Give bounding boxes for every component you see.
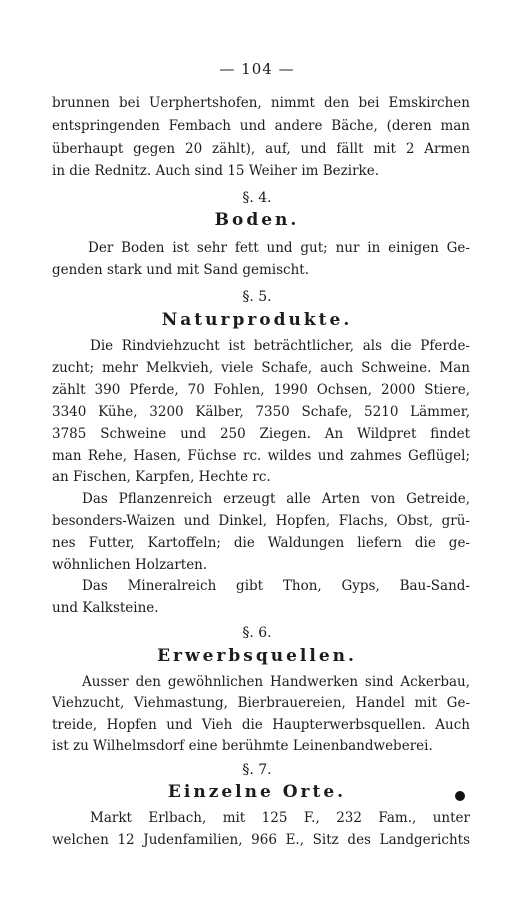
section-heading: Boden. bbox=[214, 210, 300, 230]
text-line: Der Boden ist sehr fett und gut; nur in einigen Ge- bbox=[88, 240, 470, 256]
text-line: genden stark und mit Sand gemischt. bbox=[52, 262, 310, 278]
text-line: welchen 12 Judenfamilien, 966 E., Sitz des Landgerichts bbox=[52, 832, 470, 848]
section-number: §. 4. bbox=[242, 190, 272, 206]
text-line: an Fischen, Karpfen, Hechte rc. bbox=[52, 469, 271, 485]
text-line: zählt 390 Pferde, 70 Fohlen, 1990 Ochsen, 2000 Stiere, bbox=[52, 382, 470, 398]
text-line: Markt Erlbach, mit 125 F., 232 Fam., unter bbox=[90, 810, 470, 826]
text-line: nes Futter, Kartoffeln; die Waldungen liefern die ge- bbox=[52, 535, 470, 551]
text-line: Das Pflanzenreich erzeugt alle Arten von Getreide, bbox=[82, 491, 470, 507]
text-line: entspringenden Fembach und andere Bäche, (deren man bbox=[52, 118, 470, 134]
text-line: besonders-Waizen und Dinkel, Hopfen, Flachs, Obst, grü- bbox=[52, 513, 470, 529]
text-line: Die Rindviehzucht ist beträchtlicher, als die Pferde- bbox=[90, 338, 470, 354]
page-number: — 104 — bbox=[219, 60, 295, 78]
section-heading: Einzelne Orte. bbox=[167, 782, 347, 802]
section-number: §. 5. bbox=[242, 289, 272, 305]
text-line: brunnen bei Uerphertshofen, nimmt den bei Emskirchen bbox=[52, 95, 470, 111]
text-line: ist zu Wilhelmsdorf eine berühmte Leinenbandweberei. bbox=[52, 738, 433, 754]
text-line: treide, Hopfen und Vieh die Haupterwerbsquellen. Auch bbox=[52, 717, 470, 733]
text-line: Ausser den gewöhnlichen Handwerken sind Ackerbau, bbox=[82, 674, 470, 690]
text-line: zucht; mehr Melkvieh, viele Schafe, auch Schweine. Man bbox=[52, 360, 470, 376]
text-line: in die Rednitz. Auch sind 15 Weiher im Bezirke. bbox=[52, 163, 379, 179]
text-line: Viehzucht, Viehmastung, Bierbrauereien, Handel mit Ge- bbox=[52, 695, 470, 711]
section-number: §. 7. bbox=[242, 762, 272, 778]
section-heading: Erwerbsquellen. bbox=[157, 646, 357, 666]
text-line: 3785 Schweine und 250 Ziegen. An Wildpret findet bbox=[52, 426, 470, 442]
text-line: 3340 Kühe, 3200 Kälber, 7350 Schafe, 5210 Lämmer, bbox=[52, 404, 470, 420]
text-line: und Kalksteine. bbox=[52, 600, 159, 616]
section-heading: Naturprodukte. bbox=[161, 310, 353, 330]
text-line: wöhnlichen Holzarten. bbox=[52, 557, 208, 573]
text-line: man Rehe, Hasen, Füchse rc. wildes und zahmes Geflügel; bbox=[52, 448, 470, 464]
section-number: §. 6. bbox=[242, 625, 272, 641]
text-line: Das Mineralreich gibt Thon, Gyps, Bau-Sand- bbox=[82, 578, 470, 594]
ink-dot bbox=[455, 791, 465, 801]
text-line: überhaupt gegen 20 zählt), auf, und fällt mit 2 Armen bbox=[52, 141, 470, 157]
